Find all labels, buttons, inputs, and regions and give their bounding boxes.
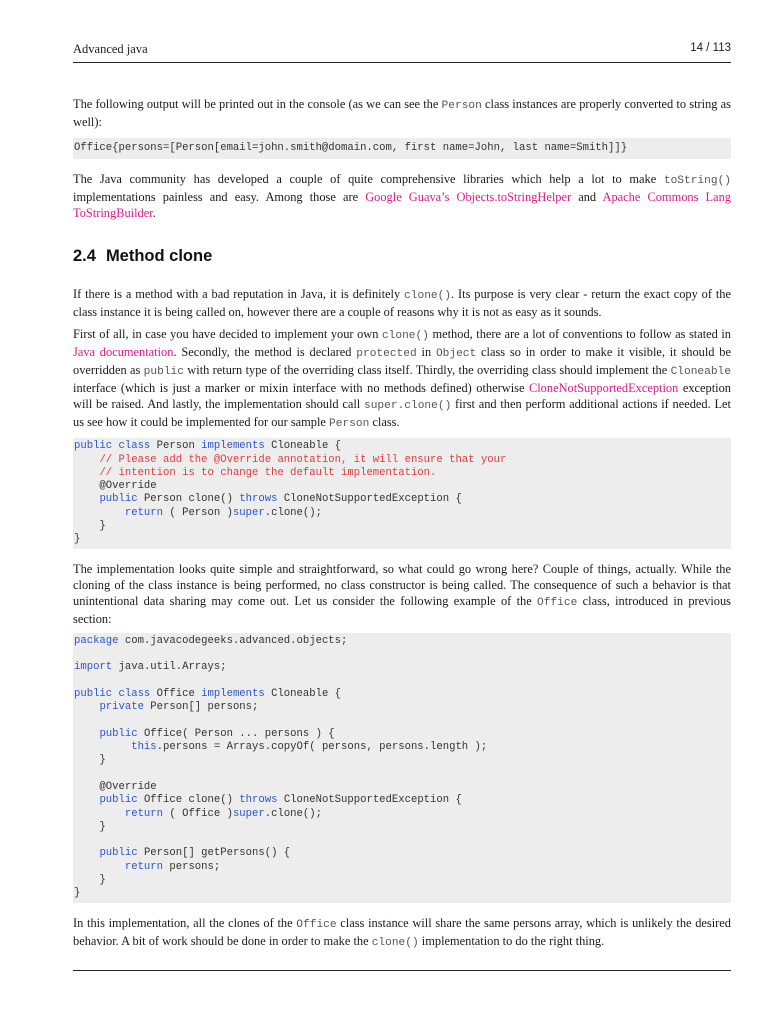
code-keyword: throws: [239, 794, 278, 807]
code-text: [74, 741, 131, 753]
code-text: }: [74, 887, 81, 900]
document-title: Advanced java: [73, 42, 148, 56]
code-line: [74, 714, 731, 727]
code-line: [74, 688, 731, 701]
code-keyword: implements: [201, 440, 265, 453]
paragraph-clone-reputation: If there is a method with a bad reputation in Java, it is definitely clone(). Its purpose is very clear - return the exact copy of the class instance it is being called on, however there are a couple of reasons why it is not as easy as it sounds.: [73, 287, 731, 320]
inline-code: Office: [296, 918, 337, 931]
code-line: [74, 834, 731, 847]
inline-code: Person: [441, 100, 482, 112]
code-line: [74, 142, 731, 155]
code-line: [74, 874, 731, 887]
code-line: [74, 675, 731, 688]
code-line: [74, 480, 731, 493]
code-keyword: throws: [239, 493, 278, 506]
code-text: Cloneable {: [264, 440, 342, 453]
section-number: 2.4: [73, 247, 96, 266]
paragraph-data-sharing: The implementation looks quite simple and straightforward, so what could go wrong here? Couple of things, actually. While the cloning of the class instance is being performed, no class constructor is being called. The consequence of such a behavior is that unintentional data sharing may come out. Let us consider the following example of the Office class, introduced in previous section:: [73, 561, 732, 626]
inline-code: clone(): [381, 330, 429, 343]
code-text: @Override: [74, 480, 157, 493]
code-text: }: [74, 754, 106, 767]
code-keyword: this: [131, 741, 157, 754]
code-block-office-class: [73, 633, 731, 903]
code-text: }: [74, 533, 81, 546]
code-line: [74, 754, 731, 767]
code-text: Office( Person ... persons ) {: [137, 727, 335, 740]
code-line: [74, 701, 731, 714]
code-text: [74, 701, 99, 713]
code-keyword: public: [99, 794, 138, 807]
inline-code: Person: [329, 418, 370, 431]
code-line: [74, 847, 731, 860]
code-line: [74, 635, 731, 648]
code-line: [74, 454, 731, 467]
code-text: .clone();: [264, 807, 322, 820]
code-line: [74, 533, 731, 546]
code-line: [74, 781, 731, 794]
code-text: .persons = Arrays.copyOf( persons, persons.length );: [156, 741, 488, 754]
code-text: Office{persons=[Person[email=john.smith@domain.com, first name=John, last name=Smith]]}: [74, 142, 628, 154]
inline-code: protected: [356, 348, 417, 361]
code-keyword: super: [232, 807, 265, 820]
code-line: [74, 794, 731, 807]
code-block-output: [73, 138, 731, 159]
code-text: [74, 467, 99, 479]
section-heading: [73, 247, 731, 266]
code-text: .clone();: [264, 506, 322, 519]
code-text: }: [74, 520, 106, 533]
code-keyword: return: [124, 807, 164, 820]
code-text: persons;: [163, 860, 221, 873]
code-line: [74, 507, 731, 520]
code-text: }: [74, 874, 106, 887]
code-keyword: implements: [201, 687, 265, 700]
guava-link[interactable]: Google Guava’s Objects.toStringHelper: [365, 190, 572, 205]
code-text: [74, 728, 99, 740]
code-text: ( Person ): [163, 506, 233, 519]
code-line: [74, 440, 731, 453]
code-keyword: return: [124, 860, 164, 873]
paragraph-output-intro: The following output will be printed out in the console (as we can see the Person class instances are properly converted to string as well):: [73, 97, 732, 129]
page-number: 14 / 113: [690, 42, 731, 54]
paragraph-shared-array: In this implementation, all the clones of the Office class instance will share the same persons array, which is unlikely the desired behavior. A bit of work should be done in order to make the clone() implementation to do the right thing.: [73, 915, 731, 949]
code-line: [74, 661, 731, 674]
code-line: [74, 808, 731, 821]
code-text: CloneNotSupportedException {: [277, 794, 462, 807]
page-content: [73, 96, 731, 951]
code-line: [74, 821, 731, 834]
code-comment: // Please add the @Override annotation, it will ensure that your: [99, 453, 507, 466]
code-keyword: public: [99, 493, 138, 506]
code-line: [74, 648, 731, 661]
code-text: com.javacodegeeks.advanced.objects;: [118, 634, 348, 647]
inline-code: toString(): [663, 175, 731, 188]
inline-code: clone(): [371, 936, 419, 949]
commons-lang-link[interactable]: Apache Commons Lang ToStringBuilder: [73, 190, 731, 221]
code-line: [74, 467, 731, 480]
code-text: @Override: [74, 780, 157, 793]
code-text: [74, 454, 99, 466]
section-title: Method clone: [105, 247, 213, 266]
code-line: [74, 861, 731, 874]
code-text: java.util.Arrays;: [112, 661, 227, 674]
code-keyword: public class: [74, 687, 151, 700]
code-line: [74, 768, 731, 781]
code-text: Person: [150, 440, 202, 453]
code-text: Person clone(): [137, 493, 240, 506]
inline-code: public: [143, 366, 184, 379]
code-keyword: package: [74, 634, 119, 647]
java-documentation-link[interactable]: Java documentation: [73, 345, 174, 360]
code-text: [74, 794, 99, 806]
code-text: [74, 808, 125, 820]
paragraph-clone-conventions: First of all, in case you have decided to implement your own clone() method, there are a lot of conventions to follow as stated in Java documentation. Secondly, the method is declared protected in Object class so in order to make it visible, it should be overridden as public with return type of the overriding class itself. Thirdly, the overriding class should implement the Cloneable interface (which is just a marker or mixin interface with no methods defined) otherwise CloneNotSupportedException exception will be raised. And lastly, the implementation should call super.clone() first and then perform additional actions if needed. Let us see how it could be implemented for our sample Person class.: [73, 327, 732, 431]
code-text: }: [74, 820, 106, 833]
inline-code: clone(): [404, 290, 452, 303]
code-keyword: public class: [74, 440, 151, 453]
page-header: [73, 40, 731, 63]
code-keyword: super: [232, 506, 265, 519]
inline-code: Office: [537, 596, 578, 609]
code-text: ( Office ): [163, 807, 233, 820]
code-text: [74, 847, 99, 859]
code-line: [74, 887, 731, 900]
inline-code: Cloneable: [670, 366, 731, 379]
code-keyword: public: [99, 727, 138, 740]
code-comment: // intention is to change the default implementation.: [99, 466, 437, 479]
code-line: [74, 728, 731, 741]
code-line: [74, 520, 731, 533]
paragraph-community-libraries: The Java community has developed a couple of quite comprehensive libraries which help a lot to make toString() implementations painless and easy. Among those are Google Guava’s Objects.toStringHelper and Apache Commons Lang ToStringBuilder.: [73, 172, 731, 221]
code-text: CloneNotSupportedException {: [277, 493, 462, 506]
clonenotsupportedexception-link[interactable]: CloneNotSupportedException: [528, 381, 679, 396]
code-line: [74, 493, 731, 506]
code-keyword: private: [99, 701, 144, 714]
code-block-person-clone: [73, 438, 731, 548]
code-keyword: import: [74, 661, 113, 674]
code-text: [74, 861, 125, 873]
code-text: Cloneable {: [264, 687, 342, 700]
code-text: [74, 493, 99, 505]
code-text: [74, 507, 125, 519]
footer-divider: [73, 970, 731, 971]
code-keyword: public: [99, 847, 138, 860]
inline-code: super.clone(): [364, 400, 452, 413]
code-text: Person[] getPersons() {: [137, 847, 291, 860]
code-keyword: return: [124, 506, 164, 519]
inline-code: Object: [435, 348, 477, 361]
code-text: Person[] persons;: [143, 701, 259, 714]
code-text: Office: [150, 687, 202, 700]
code-line: [74, 741, 731, 754]
code-text: Office clone(): [137, 794, 240, 807]
